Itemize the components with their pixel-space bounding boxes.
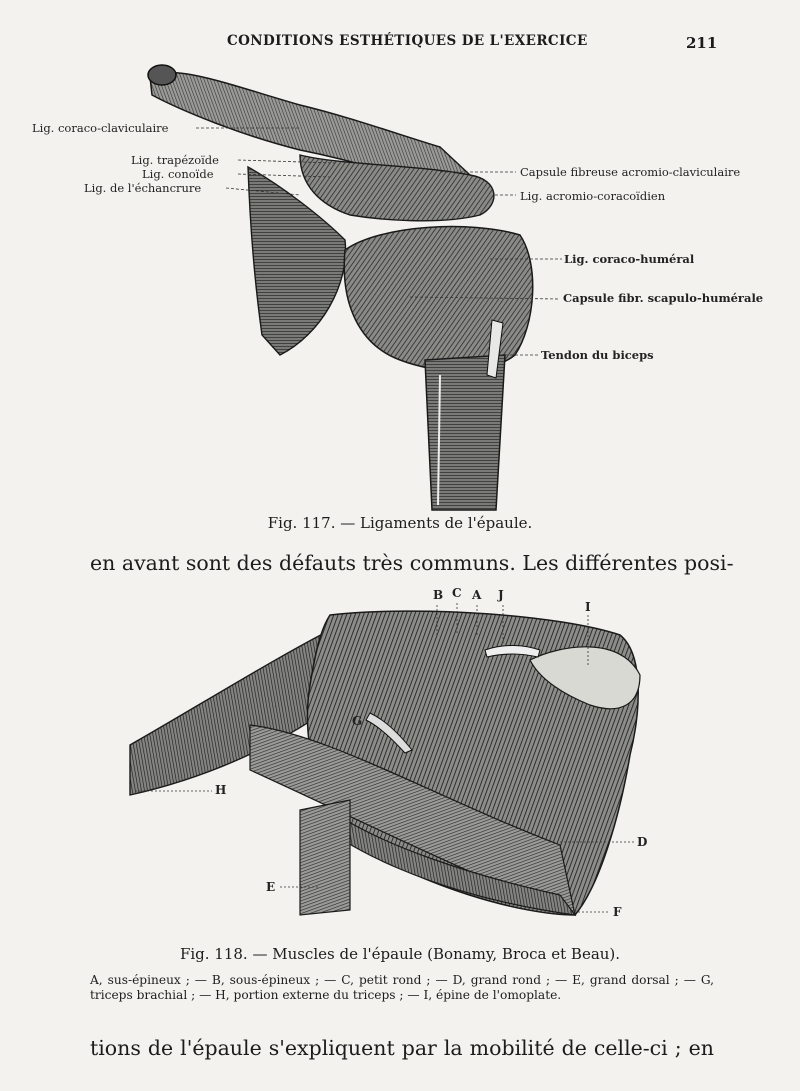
figure-118-legend: A, sus-épineux ; — B, sous-épineux ; — C, petit rond ; — D, grand rond ; — E, grand dorsal ; — G, triceps brachial ; — H, portion externe du triceps ; — I, épine de l'omoplate. [90, 973, 714, 1002]
label-capsule-acromio-claviculaire: Capsule fibreuse acromio-claviculaire [520, 165, 741, 179]
label-coraco-claviculaire: Lig. coraco-claviculaire [32, 121, 169, 135]
letter-h: H [215, 783, 227, 797]
figure-118-illustration [0, 595, 800, 935]
letter-i: I [585, 600, 591, 614]
running-title: CONDITIONS ESTHÉTIQUES DE L'EXERCICE [227, 33, 588, 49]
label-echancrure: Lig. de l'échancrure [84, 181, 202, 195]
letter-g: G [352, 714, 363, 728]
body-text-line-1: en avant sont des défauts très communs. Les différentes posi- [90, 551, 734, 575]
label-tendon-biceps: Tendon du biceps [541, 348, 654, 362]
label-coraco-humeral: Lig. coraco-huméral [564, 252, 695, 266]
letter-a: A [472, 588, 482, 602]
letter-d: D [637, 835, 648, 849]
label-capsule-scapulo-humerale: Capsule fibr. scapulo-humérale [563, 291, 764, 305]
shoulder-muscles-engraving [0, 595, 800, 935]
letter-j: J [498, 588, 504, 602]
letter-e: E [266, 880, 276, 894]
figure-117-caption: Fig. 117. — Ligaments de l'épaule. [267, 514, 533, 532]
label-conoide: Lig. conoïde [142, 167, 214, 181]
letter-f: F [613, 905, 622, 919]
letter-b: B [433, 588, 444, 602]
label-acromio-coracoidien: Lig. acromio-coracoïdien [520, 189, 666, 203]
body-text-line-2: tions de l'épaule s'expliquent par la mobilité de celle-ci ; en [90, 1036, 714, 1060]
figure-118-caption: Fig. 118. — Muscles de l'épaule (Bonamy, Broca et Beau). [179, 945, 621, 963]
letter-c: C [452, 586, 462, 600]
label-trapezoide: Lig. trapézoïde [131, 153, 219, 167]
page-number: 211 [686, 34, 718, 52]
